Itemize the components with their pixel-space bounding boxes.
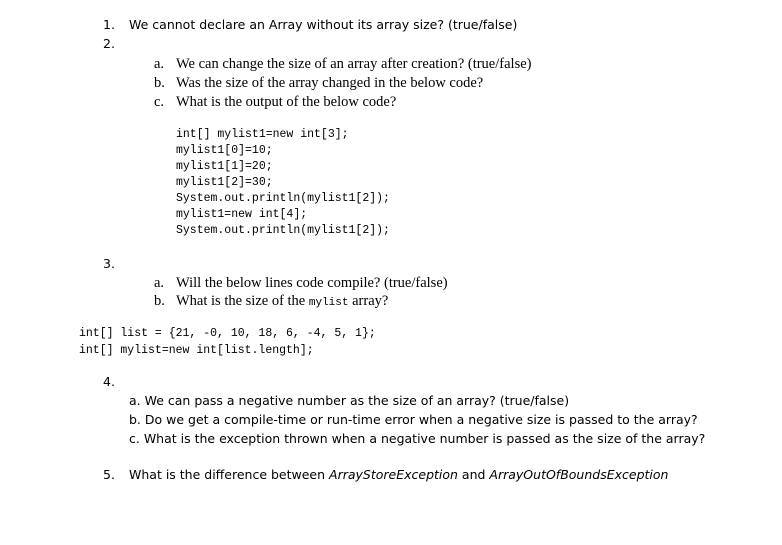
question-2-number: 2. — [103, 36, 115, 51]
code-line: mylist1=new int[4]; — [176, 208, 308, 221]
code-line: int[] mylist1=new int[3]; — [176, 128, 349, 141]
question-4b-text: b. Do we get a compile-time or run-time error when a negative size is passed to the array? — [129, 412, 698, 427]
question-1-text: We cannot declare an Array without its array size? (true/false) — [129, 17, 518, 32]
question-4a-text: a. We can pass a negative number as the size of an array? (true/false) — [129, 393, 570, 408]
question-2c-letter: c. — [154, 94, 165, 110]
code-line: int[] list = {21, -0, 10, 18, 6, -4, 5, 1}; — [79, 327, 376, 340]
question-5-text-before: What is the difference between — [129, 467, 330, 482]
question-3a-letter: a. — [154, 275, 165, 291]
question-2a-letter: a. — [154, 56, 165, 72]
question-5-number: 5. — [103, 467, 115, 482]
question-5-text — [129, 469, 668, 482]
question-3a-text: Will the below lines code compile? (true/false) — [176, 275, 448, 291]
question-5-term-2: ArrayOutOfBoundsException — [489, 467, 669, 482]
code-line: mylist1[1]=20; — [176, 160, 273, 173]
question-3-number: 3. — [103, 256, 115, 271]
code-line: mylist1[2]=30; — [176, 176, 273, 189]
question-2a-text: We can change the size of an array after creation? (true/false) — [176, 56, 532, 72]
question-2c-text: What is the output of the below code? — [176, 94, 397, 110]
code-line: System.out.println(mylist1[2]); — [176, 192, 390, 205]
question-1-number: 1. — [103, 17, 115, 32]
question-3b-code: mylist — [308, 297, 349, 309]
question-3b-letter: b. — [154, 293, 165, 309]
question-2b-letter: b. — [154, 75, 165, 91]
question-5-term-1: ArrayStoreException — [329, 467, 458, 482]
question-4c-text: c. What is the exception thrown when a negative number is passed as the size of the array? — [129, 431, 706, 446]
question-3b-text-before: What is the size of the — [176, 293, 309, 309]
code-line: System.out.println(mylist1[2]); — [176, 224, 390, 237]
question-5-conjunction: and — [457, 467, 490, 482]
question-3b-text — [176, 294, 388, 309]
question-2b-text: Was the size of the array changed in the below code? — [176, 75, 484, 91]
question-4-number: 4. — [103, 374, 115, 389]
question-3b-text-after: array? — [348, 293, 389, 309]
code-line: mylist1[0]=10; — [176, 144, 273, 157]
code-line: int[] mylist=new int[list.length]; — [79, 344, 314, 357]
